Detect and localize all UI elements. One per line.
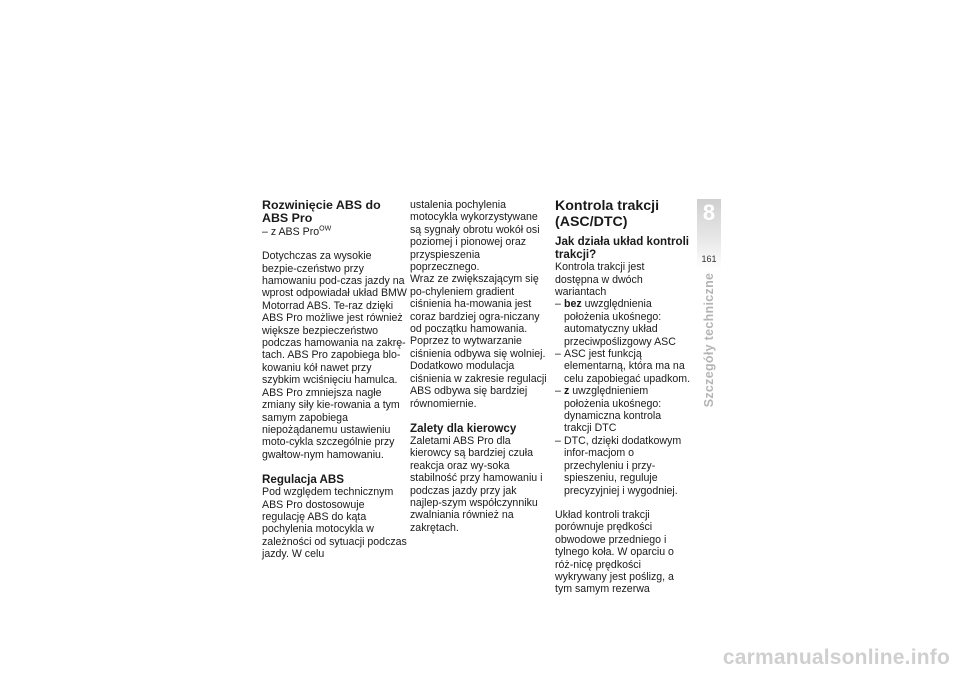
column-2 (410, 199, 550, 534)
paragraph: Wraz ze zwiększającym się po-chyleniem gradient ciśnienia ha-mowania jest coraz bardziej ogra-niczany od początku hamowania. Poprzez to wytwarzanie ciśnienia odbywa się wolniej. Dodatkowo modulacja ciśnienia w zakresie regulacji ABS odbywa się bardziej równomiernie. (410, 273, 547, 410)
paragraph: Układ kontroli trakcji porównuje prędkości obwodowe przedniego i tylnego koła. W oparciu o róż-nicę prędkości wykrywany jest poślizg, a tym samym rezerwa (555, 508, 674, 596)
watermark: carmanualsonline.info (722, 646, 950, 669)
paragraph: Dotychczas za wysokie bezpie-czeństwo przy hamowaniu pod-czas jazdy na wprost odpowiadał układ BMW Motorrad ABS. Te-raz dzięki ABS Pro możliwe jest również większe bezpieczeństwo podczas hamowania na zakrę-tach. ABS Pro zapobiega blo-kowaniu kół nawet przy szybkim wciśnięciu hamulca. ABS Pro zmniejsza nagłe zmiany siły kie-rowania a tym samym zapobiega niepożądanemu ustawieniu moto-cykla szczególnie przy gwałtow-nym hamowaniu. (262, 250, 407, 461)
paragraph: Pod względem technicznym ABS Pro dostosowuje regulację ABS do kąta pochylenia motocykla w zależności od sytuacji podczas jazdy. W celu (262, 486, 407, 561)
option-text: – z ABS Pro (262, 225, 320, 238)
paragraph: ustalenia pochylenia motocykla wykorzystywane są sygnały obrotu wokół osi poziomej i pionowej oraz przyspieszenia poprzecznego. (410, 199, 540, 274)
option-line (262, 226, 408, 238)
chapter-number: 8 (702, 200, 716, 225)
subheading-zalety: Zalety dla kierowcy (410, 421, 517, 435)
paragraph: Zaletami ABS Pro dla kierowcy są bardziej czuła reakcja oraz wy-soka stabilność przy hamowaniu i podczas jazdy przy jak najlep-szym współczynniku zwalniania również na zakrętach. (410, 434, 543, 534)
chapter-tab (697, 199, 721, 269)
column-3 (555, 199, 691, 596)
list-item: – z uwzględnieniem położenia ukośnego: dynamiczna kontrola trakcji DTC (555, 385, 662, 435)
section-heading-abs-pro: Rozwinięcie ABS do ABS Pro (262, 198, 381, 226)
section-heading-kontrola-trakcji: Kontrola trakcji (ASC/DTC) (555, 198, 660, 230)
list-item: – bez uwzględnienia położenia ukośnego: automatyczny układ przeciwpoślizgowy ASC (555, 298, 676, 348)
subheading-regulacja-abs: Regulacja ABS (262, 473, 345, 487)
paragraph: Kontrola trakcji jest dostępna w dwóch wariantach (555, 261, 645, 298)
list-item: – DTC, dzięki dodatkowym infor-macjom o przechyleniu i przy-spieszeniu, reguluje precyzyjniej i wygodniej. (555, 434, 682, 497)
column-1 (262, 199, 408, 561)
page-number: 161 (701, 254, 717, 264)
list-item: – ASC jest funkcją elementarną, która ma na celu zapobiegać upadkom. (555, 348, 691, 385)
option-superscript: OW (319, 225, 332, 233)
subheading-jak-dziala: Jak działa układ kontroli trakcji? (555, 235, 690, 262)
